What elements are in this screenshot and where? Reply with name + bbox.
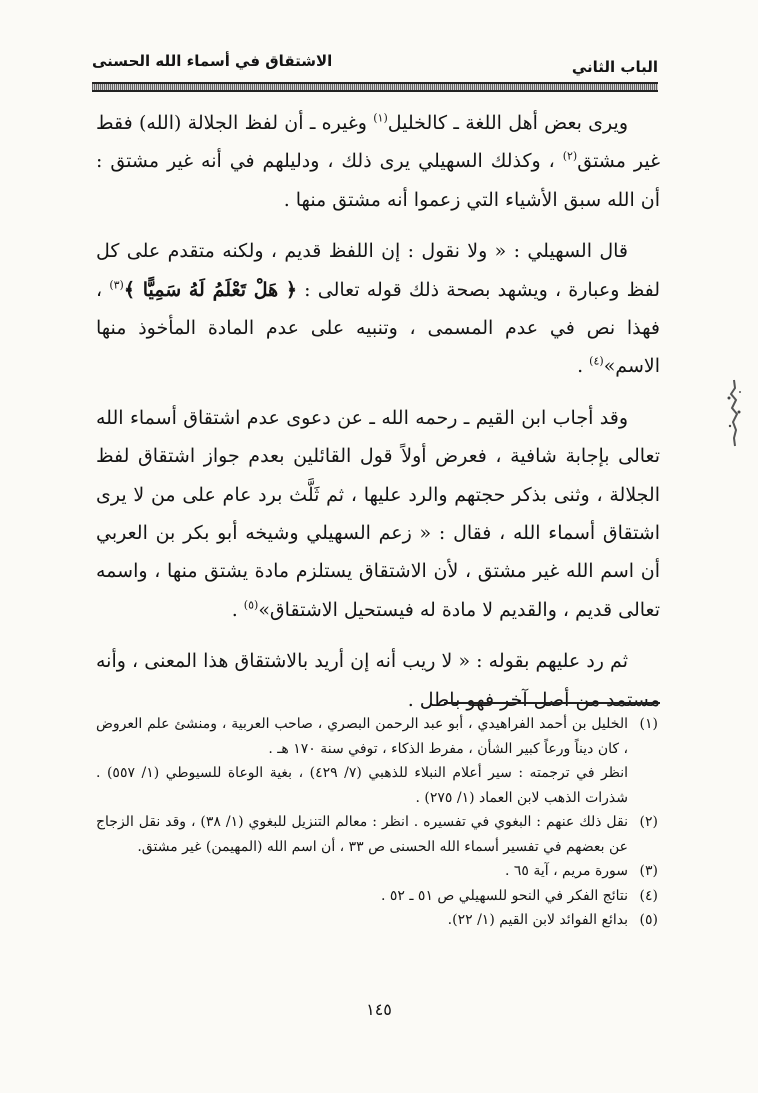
footnotes bbox=[96, 712, 658, 933]
footnote-3 bbox=[96, 859, 658, 884]
header-rule bbox=[92, 82, 658, 92]
paragraph-text: . bbox=[577, 355, 590, 378]
paragraph-1 bbox=[96, 104, 660, 219]
footnote-5 bbox=[96, 908, 658, 933]
footnote-text: نتائج الفكر في النحو للسهيلي ص ٥١ ـ ٥٢ . bbox=[380, 887, 628, 904]
footnote-4 bbox=[96, 884, 658, 909]
scan-speckle-mark bbox=[722, 378, 746, 448]
footnote-ref-2: (٢) bbox=[562, 150, 578, 164]
paragraph-2 bbox=[96, 232, 660, 386]
paragraph-text: وقد أجاب ابن القيم ـ رحمه الله ـ عن دعوى عدم اشتقاق أسماء الله تعالى بإجابة شافية ، فعرض أولاً قول القائلين بعدم جواز اشتقاق لفظ الجلالة ، وثنى بذكر حجتهم والرد عليها ، ثم ثَلَّث برد عام على من لا يرى اشتقاق أسماء الله ، فقال : « زعم السهيلي وشيخه أبو بكر بن العربي أن اسم الله غير مشتق ، لأن الاشتقاق يستلزم مادة يشتق منها ، واسمه تعالى قديم ، والقديم لا مادة له فيستحيل الاشتقاق» bbox=[96, 406, 661, 621]
paragraph-text: ثم رد عليهم بقوله : « لا ريب أنه إن أريد بالاشتقاق هذا المعنى ، وأنه مستمد من أصل آخر فهو باطل . bbox=[96, 650, 660, 711]
chapter-title: الباب الثاني bbox=[571, 58, 658, 76]
paragraph-text: ، فهذا نص في عدم المسمى ، وتنبيه على عدم المادة المأخوذ منها الاسم» bbox=[96, 278, 660, 378]
main-text bbox=[96, 104, 660, 732]
paragraph-text: . bbox=[231, 598, 244, 621]
footnote-text: انظر في ترجمته : سير أعلام النبلاء للذهبي (٧/ ٤٢٩) ، بغية الوعاة للسيوطي (١/ ٥٥٧) . شذرات الذهب لابن العماد (١/ ٢٧٥) . bbox=[96, 765, 629, 806]
paragraph-text: قال السهيلي : « ولا نقول : إن اللفظ قديم ، ولكنه متقدم على كل لفظ وعبارة ، ويشهد بصحة ذلك قوله تعالى : bbox=[96, 240, 661, 301]
paragraph-4 bbox=[96, 642, 660, 719]
paragraph-text: ، وكذلك السهيلي يرى ذلك ، ودليلهم في أنه غير مشتق : أن الله سبق الأشياء التي زعموا أنه مشتق منها . bbox=[96, 150, 660, 211]
paragraph-text: وغيره ـ أن لفظ الجلالة (الله) فقط غير مشتق bbox=[96, 112, 661, 173]
book-title: الاشتقاق في أسماء الله الحسنى bbox=[92, 52, 333, 70]
page-number: ١٤٥ bbox=[366, 1000, 392, 1019]
footnote-2 bbox=[96, 810, 658, 859]
footnote-text: الخليل بن أحمد الفراهيدي ، أبو عبد الرحمن البصري ، صاحب العربية ، ومنشئ علم العروض ، كان ديناً ورعاً كبير الشأن ، مفرط الذكاء ، توفي سنة ١٧٠ هـ . bbox=[96, 716, 628, 757]
footnote-separator bbox=[444, 702, 660, 704]
footnote-ref-3: (٣) bbox=[109, 278, 124, 292]
footnote-number: (٣) bbox=[639, 863, 658, 879]
paragraph-text: ويرى بعض أهل اللغة ـ كالخليل bbox=[387, 112, 628, 134]
footnote-ref-4: (٤) bbox=[589, 355, 604, 369]
running-header bbox=[92, 48, 658, 88]
footnote-1 bbox=[96, 712, 658, 810]
footnote-number: (١) bbox=[639, 716, 658, 732]
footnote-number: (٢) bbox=[639, 814, 658, 830]
footnote-text: بدائع الفوائد لابن القيم (١/ ٢٢). bbox=[447, 912, 628, 928]
footnote-text: نقل ذلك عنهم : البغوي في تفسيره . انظر : معالم التنزيل للبغوي (١/ ٣٨) ، وقد نقل الزجاج عن بعضهم في تفسير أسماء الله الحسنى ص ٣٣ ، أن اسم الله (المهيمن) غير مشتق. bbox=[96, 814, 629, 855]
quran-verse: ﴿ هَلْ تَعْلَمُ لَهُ سَمِيًّا ﴾ bbox=[123, 278, 298, 301]
footnote-number: (٤) bbox=[639, 887, 658, 904]
footnote-number: (٥) bbox=[639, 912, 658, 928]
footnote-text: سورة مريم ، آية ٦٥ . bbox=[504, 863, 628, 879]
footnote-ref-1: (١) bbox=[373, 111, 388, 125]
footnote-ref-5: (٥) bbox=[243, 598, 259, 612]
paragraph-3 bbox=[96, 399, 660, 629]
